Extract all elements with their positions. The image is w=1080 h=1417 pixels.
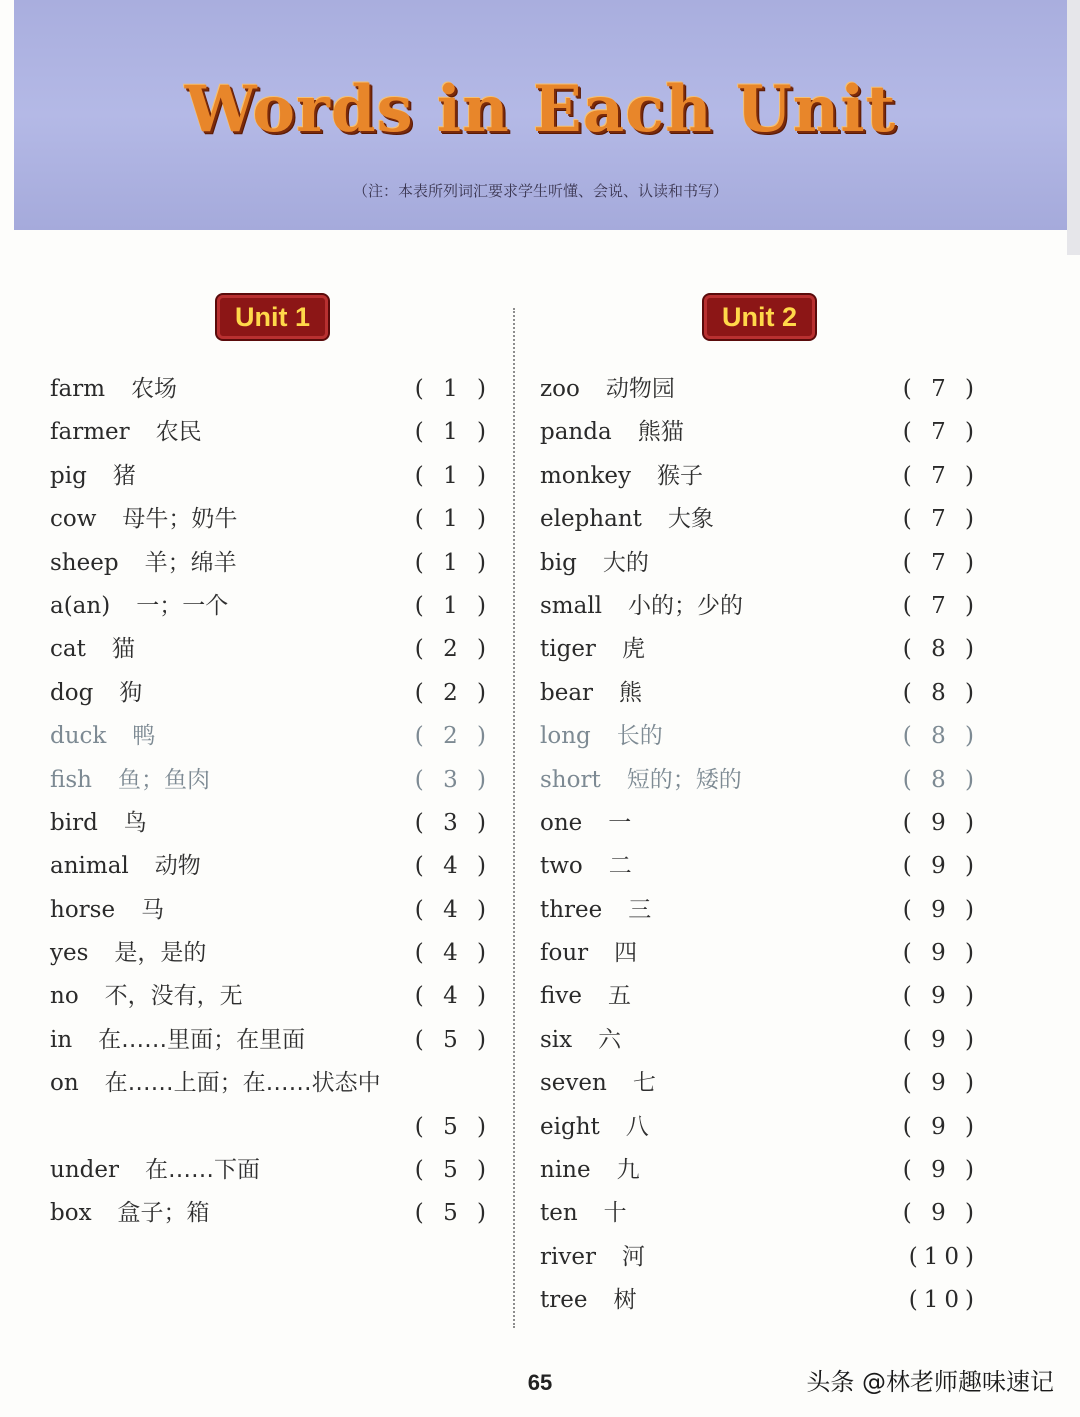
english-word: yes [50, 940, 89, 967]
chinese-meaning: 一；一个 [136, 592, 229, 619]
english-word: in [50, 1026, 73, 1053]
chinese-meaning: 虎 [621, 636, 645, 663]
page-reference: ( 8 ) [902, 636, 980, 663]
page-reference: ( 7 ) [902, 506, 980, 533]
word-entry [540, 804, 980, 847]
english-word: bird [50, 809, 98, 836]
page-reference: ( 8 ) [902, 679, 980, 706]
chinese-meaning: 十 [603, 1200, 627, 1227]
chinese-meaning: 马 [141, 896, 165, 923]
english-word: eight [540, 1113, 600, 1140]
page-reference: ( 1 ) [414, 592, 492, 619]
word-entry [50, 934, 492, 977]
word-entry [50, 847, 492, 890]
chinese-meaning: 在……里面；在里面 [98, 1026, 306, 1053]
word-entry [540, 370, 980, 413]
chinese-meaning: 农民 [155, 419, 202, 446]
word-entry [540, 674, 980, 717]
chinese-meaning: 是，是的 [114, 940, 207, 967]
header-note: （注：本表所列词汇要求学生听懂、会说、认读和书写） [352, 182, 728, 200]
word-entry [540, 891, 980, 934]
word-entry [50, 413, 492, 456]
english-word: zoo [540, 376, 580, 402]
chinese-meaning: 四 [614, 940, 638, 967]
word-entry [540, 977, 980, 1020]
english-word: sheep [50, 549, 119, 576]
english-word: four [540, 940, 589, 967]
english-word: animal [50, 853, 129, 880]
unit1-word-list [50, 370, 492, 1238]
chinese-meaning: 小的；少的 [628, 592, 744, 619]
english-word: panda [540, 419, 612, 446]
page-reference: ( 9 ) [902, 896, 980, 923]
word-entry [50, 1151, 492, 1194]
page-reference: ( 9 ) [902, 853, 980, 880]
word-entry [540, 1021, 980, 1064]
english-word: under [50, 1157, 119, 1184]
english-word: river [540, 1243, 596, 1270]
english-word: five [540, 983, 582, 1010]
word-entry [50, 500, 492, 543]
word-entry [540, 847, 980, 890]
page-reference: ( 1 ) [414, 462, 492, 489]
chinese-meaning: 在……下面 [144, 1157, 260, 1184]
chinese-meaning: 九 [616, 1157, 640, 1184]
page-reference: ( 2 ) [414, 723, 492, 750]
english-word: fish [50, 766, 92, 793]
page-reference: ( 5 ) [414, 1113, 492, 1140]
page-reference: ( 9 ) [902, 940, 980, 967]
word-entry [50, 1194, 492, 1237]
page-reference: ( 1 ) [414, 419, 492, 446]
chinese-meaning: 农场 [131, 376, 178, 402]
word-entry [540, 1194, 980, 1237]
page-reference: ( 9 ) [902, 1157, 980, 1184]
page-reference: ( 3 ) [414, 809, 492, 836]
word-entry [50, 457, 492, 500]
chinese-meaning: 大的 [602, 549, 649, 576]
page-reference: ( 5 ) [414, 1157, 492, 1184]
column-divider [513, 308, 515, 1328]
word-entry [50, 674, 492, 717]
chinese-meaning: 在……上面；在……状态中 [104, 1070, 381, 1097]
chinese-meaning: 羊；绵羊 [144, 549, 237, 576]
page-reference: (10) [908, 1287, 980, 1314]
page-reference: ( 9 ) [902, 809, 980, 836]
word-entry [50, 370, 492, 413]
english-word: cat [50, 636, 86, 663]
english-word: no [50, 983, 79, 1010]
page-reference: ( 7 ) [902, 419, 980, 446]
page-reference: ( 4 ) [414, 896, 492, 923]
page-reference: ( 5 ) [414, 1200, 492, 1227]
page-reference: ( 7 ) [902, 592, 980, 619]
page-reference: ( 2 ) [414, 679, 492, 706]
english-word: seven [540, 1070, 607, 1097]
word-entry [50, 544, 492, 587]
page-reference: ( 4 ) [414, 853, 492, 880]
word-entry [540, 717, 980, 760]
chinese-meaning: 熊 [619, 679, 643, 706]
page-reference: (10) [908, 1243, 980, 1270]
chinese-meaning: 鸭 [132, 723, 156, 750]
page-reference: ( 9 ) [902, 1070, 980, 1097]
chinese-meaning: 动物 [154, 853, 201, 880]
word-entry [540, 457, 980, 500]
chinese-meaning: 大象 [667, 506, 714, 533]
english-word: duck [50, 723, 107, 750]
chinese-meaning: 短的；矮的 [626, 766, 742, 793]
chinese-meaning: 三 [628, 896, 652, 923]
english-word: two [540, 853, 583, 880]
page-reference: ( 7 ) [902, 376, 980, 402]
english-word: dog [50, 679, 94, 706]
page-reference: ( 9 ) [902, 1026, 980, 1053]
word-entry [50, 1021, 492, 1064]
page-reference: ( 9 ) [902, 1200, 980, 1227]
chinese-meaning: 七 [632, 1070, 656, 1097]
chinese-meaning: 猫 [111, 636, 135, 663]
chinese-meaning: 五 [607, 983, 631, 1010]
english-word: monkey [540, 462, 632, 489]
word-entry [540, 1238, 980, 1281]
word-entry [540, 1151, 980, 1194]
word-entry [50, 1108, 492, 1151]
header-banner [14, 0, 1067, 230]
chinese-meaning: 六 [598, 1026, 622, 1053]
chinese-meaning: 不，没有，无 [104, 983, 243, 1010]
english-word: six [540, 1026, 573, 1053]
page-reference: ( 2 ) [414, 636, 492, 663]
word-entry [540, 587, 980, 630]
english-word: tree [540, 1287, 588, 1314]
word-entry [50, 804, 492, 847]
english-word: tiger [540, 636, 596, 663]
unit2-badge: Unit 2 [704, 295, 815, 339]
chinese-meaning: 鸟 [123, 809, 147, 836]
english-word: a(an) [50, 592, 111, 619]
chinese-meaning: 二 [608, 853, 632, 880]
word-entry [540, 500, 980, 543]
word-entry [50, 587, 492, 630]
english-word: big [540, 549, 577, 576]
chinese-meaning: 一 [608, 809, 632, 836]
page-reference: ( 4 ) [414, 940, 492, 967]
word-entry [540, 413, 980, 456]
page-reference: ( 9 ) [902, 983, 980, 1010]
english-word: small [540, 592, 603, 619]
page-edge [1067, 0, 1080, 255]
english-word: pig [50, 462, 87, 489]
english-word: elephant [540, 506, 642, 533]
chinese-meaning: 猴子 [657, 462, 704, 489]
watermark: 头条 @林老师趣味速记 [806, 1368, 1054, 1396]
page-reference: ( 1 ) [414, 376, 492, 402]
chinese-meaning: 狗 [119, 679, 143, 706]
page-reference: ( 4 ) [414, 983, 492, 1010]
chinese-meaning: 母牛；奶牛 [122, 506, 238, 533]
english-word: farmer [50, 419, 130, 446]
english-word: horse [50, 896, 116, 923]
page-reference: ( 3 ) [414, 766, 492, 793]
page-reference: ( 8 ) [902, 766, 980, 793]
english-word: cow [50, 506, 97, 533]
page-reference: ( 1 ) [414, 549, 492, 576]
page-reference: ( 8 ) [902, 723, 980, 750]
english-word: ten [540, 1200, 578, 1227]
word-entry [50, 1064, 492, 1107]
chinese-meaning: 动物园 [605, 376, 675, 402]
word-entry [540, 630, 980, 673]
word-entry [540, 1281, 980, 1324]
word-entry [50, 717, 492, 760]
word-entry [540, 1108, 980, 1151]
unit2-word-list [540, 370, 980, 1325]
word-entry [50, 977, 492, 1020]
english-word: farm [50, 376, 106, 402]
chinese-meaning: 河 [621, 1243, 645, 1270]
chinese-meaning: 八 [625, 1113, 649, 1140]
word-entry [50, 891, 492, 934]
english-word: bear [540, 679, 594, 706]
page-title: Words in Each Unit [184, 72, 897, 147]
english-word: one [540, 809, 583, 836]
english-word: box [50, 1200, 92, 1227]
english-word: long [540, 723, 591, 750]
english-word: short [540, 766, 601, 793]
word-entry [540, 544, 980, 587]
page-reference: ( 7 ) [902, 462, 980, 489]
english-word: nine [540, 1157, 591, 1184]
word-entry [540, 934, 980, 977]
chinese-meaning: 盒子；箱 [117, 1200, 210, 1227]
page-reference: ( 5 ) [414, 1026, 492, 1053]
unit1-badge: Unit 1 [217, 295, 328, 339]
page-reference: ( 7 ) [902, 549, 980, 576]
chinese-meaning: 鱼；鱼肉 [117, 766, 210, 793]
page-reference: ( 1 ) [414, 506, 492, 533]
chinese-meaning: 猪 [112, 462, 136, 489]
chinese-meaning: 长的 [616, 723, 663, 750]
word-entry [540, 761, 980, 804]
english-word: three [540, 896, 603, 923]
word-entry [540, 1064, 980, 1107]
word-entry [50, 761, 492, 804]
word-entry [50, 630, 492, 673]
chinese-meaning: 树 [613, 1287, 637, 1314]
page-reference: ( 9 ) [902, 1113, 980, 1140]
english-word: on [50, 1070, 79, 1097]
chinese-meaning: 熊猫 [637, 419, 684, 446]
page-number: 65 [527, 1370, 553, 1395]
